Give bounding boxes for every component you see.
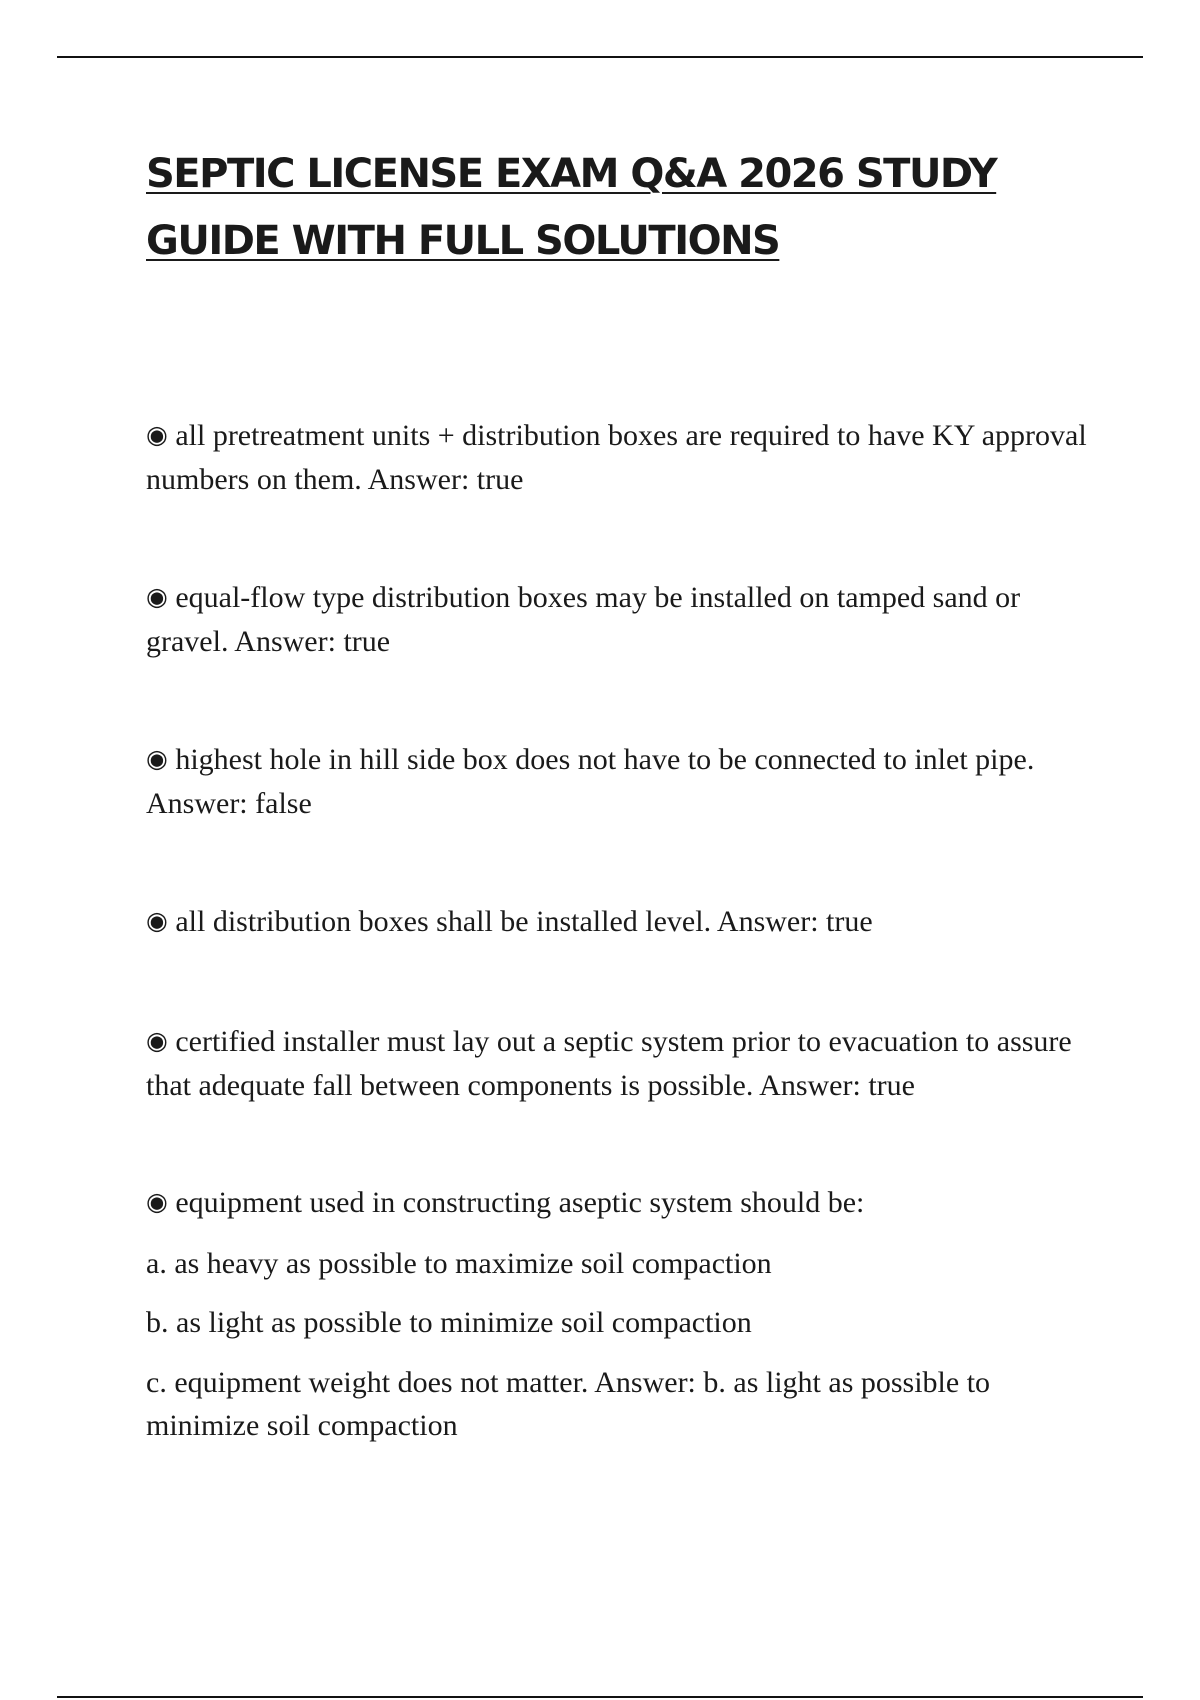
question-4 bbox=[146, 900, 1096, 944]
question-text: equal-flow type distribution boxes may be installed on tamped sand or gravel. Answer: true bbox=[146, 581, 1021, 658]
title-line-2: GUIDE WITH FULL SOLUTIONS bbox=[146, 218, 780, 264]
question-6 bbox=[146, 1181, 1096, 1225]
question-text: all pretreatment units + distribution boxes are required to have KY approval numbers on them. Answer: true bbox=[146, 419, 1087, 496]
question-text: certified installer must lay out a septic system prior to evacuation to assure that adequate fall between components is possible. Answer: true bbox=[146, 1025, 1072, 1102]
question-text: all distribution boxes shall be installed level. Answer: true bbox=[175, 905, 873, 938]
option-a: a. as heavy as possible to maximize soil compaction bbox=[146, 1247, 772, 1280]
bullet-icon: ◉ bbox=[146, 1187, 168, 1216]
bullet-icon: ◉ bbox=[146, 582, 168, 611]
bottom-rule bbox=[57, 1696, 1143, 1698]
top-rule bbox=[57, 56, 1143, 58]
document-title bbox=[146, 141, 1026, 275]
question-1 bbox=[146, 414, 1096, 501]
title-line-1: SEPTIC LICENSE EXAM Q&A 2026 STUDY bbox=[146, 151, 997, 197]
question-text: equipment used in constructing aseptic system should be: bbox=[175, 1186, 865, 1219]
bullet-icon: ◉ bbox=[146, 744, 168, 773]
bullet-icon: ◉ bbox=[146, 1026, 168, 1055]
question-text: highest hole in hill side box does not have to be connected to inlet pipe. Answer: false bbox=[146, 743, 1035, 820]
bullet-icon: ◉ bbox=[146, 906, 168, 935]
question-5 bbox=[146, 1020, 1096, 1107]
question-2 bbox=[146, 576, 1096, 663]
option-c: c. equipment weight does not matter. Answer: b. as light as possible to minimize soil compaction bbox=[146, 1366, 991, 1442]
bullet-icon: ◉ bbox=[146, 420, 168, 449]
question-3 bbox=[146, 738, 1096, 825]
option-b: b. as light as possible to minimize soil compaction bbox=[146, 1306, 752, 1339]
